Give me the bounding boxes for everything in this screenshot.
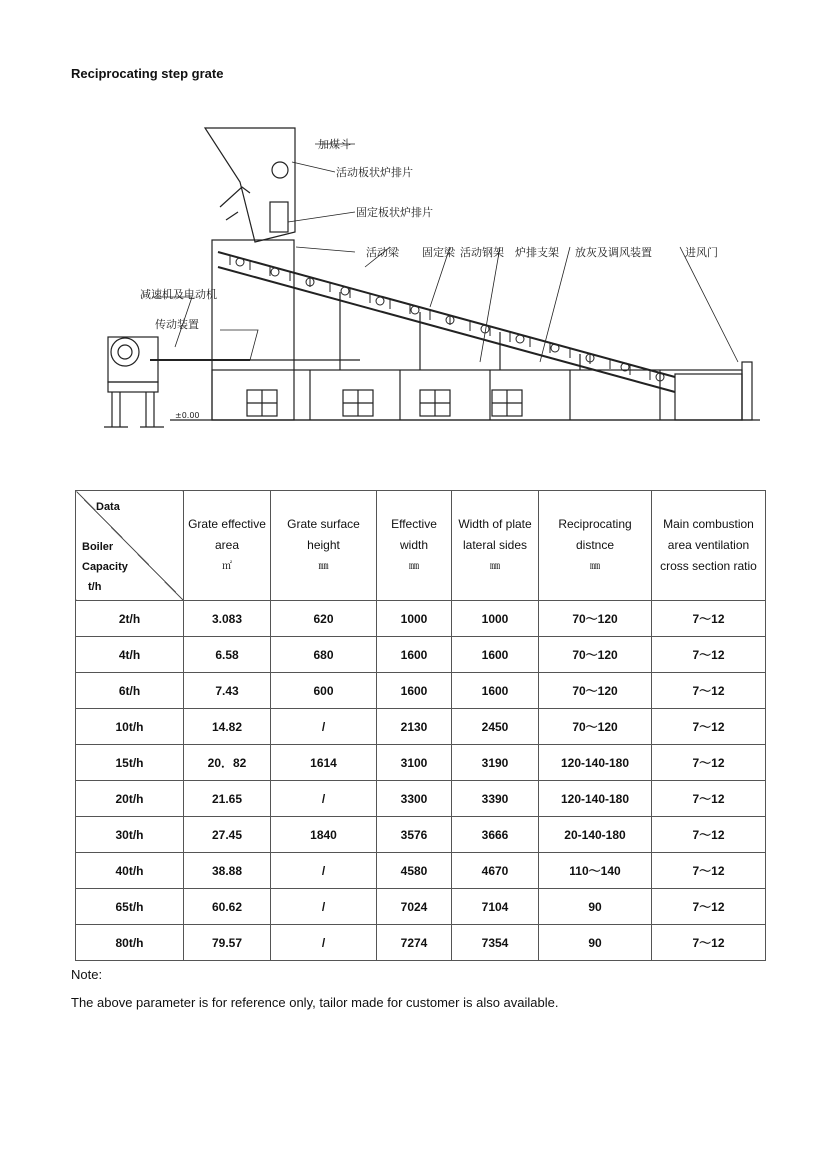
table-cell: 1000 bbox=[452, 601, 539, 637]
table-row bbox=[76, 745, 766, 781]
table-cell: 680 bbox=[271, 637, 377, 673]
table-cell-capacity: 20t/h bbox=[76, 781, 184, 817]
table-cell-capacity: 30t/h bbox=[76, 817, 184, 853]
table-cell: 70～120 bbox=[539, 709, 652, 745]
hopper-shape bbox=[205, 128, 295, 242]
table-cell: / bbox=[271, 925, 377, 961]
table-cell: 70～120 bbox=[539, 637, 652, 673]
table-cell: 20-140-180 bbox=[539, 817, 652, 853]
table-cell: 90 bbox=[539, 925, 652, 961]
corner-boiler: Boiler bbox=[82, 541, 114, 553]
corner-unit: t/h bbox=[88, 581, 102, 593]
grate-drawing bbox=[100, 122, 770, 457]
table-row bbox=[76, 925, 766, 961]
table-cell: 120-140-180 bbox=[539, 745, 652, 781]
table-row bbox=[76, 637, 766, 673]
header-surface-height: Grate surface height ㎜ bbox=[271, 491, 377, 601]
table-cell: 7～12 bbox=[652, 709, 766, 745]
table-cell: 7～12 bbox=[652, 601, 766, 637]
table-cell: / bbox=[271, 853, 377, 889]
table-cell: 7～12 bbox=[652, 925, 766, 961]
table-cell: 3100 bbox=[377, 745, 452, 781]
label-fixed-beam: 固定梁 bbox=[422, 246, 455, 259]
table-cell: 70～120 bbox=[539, 601, 652, 637]
label-fixed-plate: 固定板状炉排片 bbox=[356, 206, 433, 219]
table-cell: 3300 bbox=[377, 781, 452, 817]
table-cell: 79.57 bbox=[184, 925, 271, 961]
table-cell: 6.58 bbox=[184, 637, 271, 673]
table-cell: 7.43 bbox=[184, 673, 271, 709]
label-hopper: 加煤斗 bbox=[318, 138, 351, 151]
table-cell-capacity: 10t/h bbox=[76, 709, 184, 745]
label-reducer-motor: 减速机及电动机 bbox=[140, 288, 217, 301]
table-cell: 7～12 bbox=[652, 673, 766, 709]
table-cell: 620 bbox=[271, 601, 377, 637]
table-cell: 4670 bbox=[452, 853, 539, 889]
note-label: Note: bbox=[71, 967, 103, 982]
header-reciprocating: Reciprocating distnce ㎜ bbox=[539, 491, 652, 601]
table-cell: 7～12 bbox=[652, 745, 766, 781]
table-cell-capacity: 2t/h bbox=[76, 601, 184, 637]
table-cell: 120-140-180 bbox=[539, 781, 652, 817]
page-title: Reciprocating step grate bbox=[71, 66, 224, 81]
table-cell: 7024 bbox=[377, 889, 452, 925]
table-cell: 90 bbox=[539, 889, 652, 925]
table-cell: 7～12 bbox=[652, 817, 766, 853]
table-body bbox=[76, 601, 766, 961]
label-grate-support: 炉排支架 bbox=[515, 246, 559, 259]
table-cell: 1600 bbox=[377, 673, 452, 709]
label-air-inlet: 进风门 bbox=[685, 246, 718, 259]
table-cell-capacity: 4t/h bbox=[76, 637, 184, 673]
note-text: The above parameter is for reference only, tailor made for customer is also available. bbox=[71, 995, 559, 1010]
spec-table bbox=[75, 490, 766, 961]
table-cell: 3.083 bbox=[184, 601, 271, 637]
table-cell: 27.45 bbox=[184, 817, 271, 853]
table-cell: 110～140 bbox=[539, 853, 652, 889]
table-row bbox=[76, 853, 766, 889]
table-row bbox=[76, 889, 766, 925]
table-cell: 7274 bbox=[377, 925, 452, 961]
table-cell: 3190 bbox=[452, 745, 539, 781]
table-row bbox=[76, 817, 766, 853]
corner-data-label: Data bbox=[96, 501, 120, 513]
table-cell: 1000 bbox=[377, 601, 452, 637]
table-cell: / bbox=[271, 889, 377, 925]
table-cell-capacity: 80t/h bbox=[76, 925, 184, 961]
table-cell-capacity: 15t/h bbox=[76, 745, 184, 781]
header-ventilation-ratio: Main combustion area ventilation cross section ratio bbox=[652, 491, 766, 601]
table-cell: 7～12 bbox=[652, 889, 766, 925]
table-cell: 1614 bbox=[271, 745, 377, 781]
header-effective-width: Effective width ㎜ bbox=[377, 491, 452, 601]
table-cell: 7354 bbox=[452, 925, 539, 961]
table-row bbox=[76, 601, 766, 637]
label-moving-ramp: 活动钢架 bbox=[460, 246, 504, 259]
table-cell: 2450 bbox=[452, 709, 539, 745]
label-transmission: 传动装置 bbox=[155, 318, 199, 331]
table-row bbox=[76, 709, 766, 745]
table-cell-capacity: 65t/h bbox=[76, 889, 184, 925]
table-cell: 2130 bbox=[377, 709, 452, 745]
table-cell-capacity: 40t/h bbox=[76, 853, 184, 889]
label-ash-damper: 放灰及调风装置 bbox=[575, 246, 652, 259]
label-moving-beam: 活动梁 bbox=[366, 246, 399, 259]
table-corner-cell bbox=[76, 491, 184, 601]
table-cell: 1600 bbox=[452, 637, 539, 673]
table-row bbox=[76, 673, 766, 709]
grate-drawing-svg bbox=[100, 122, 770, 457]
table-cell: 70～120 bbox=[539, 673, 652, 709]
table-cell: 7～12 bbox=[652, 637, 766, 673]
table-row bbox=[76, 781, 766, 817]
table-cell: 3390 bbox=[452, 781, 539, 817]
table-cell: / bbox=[271, 709, 377, 745]
table-cell: 20．82 bbox=[184, 745, 271, 781]
label-moving-plate: 活动板状炉排片 bbox=[336, 166, 413, 179]
table-cell: 3576 bbox=[377, 817, 452, 853]
label-level-mark: ±0.00 bbox=[175, 411, 200, 420]
table-cell: 14.82 bbox=[184, 709, 271, 745]
table-cell: 38.88 bbox=[184, 853, 271, 889]
table-cell: / bbox=[271, 781, 377, 817]
table-header-row bbox=[76, 491, 766, 601]
table-cell-capacity: 6t/h bbox=[76, 673, 184, 709]
corner-capacity: Capacity bbox=[82, 561, 128, 573]
table-cell: 60.62 bbox=[184, 889, 271, 925]
table-cell: 1840 bbox=[271, 817, 377, 853]
table-cell: 7～12 bbox=[652, 853, 766, 889]
table-cell: 7～12 bbox=[652, 781, 766, 817]
table-cell: 3666 bbox=[452, 817, 539, 853]
table-cell: 1600 bbox=[452, 673, 539, 709]
header-grate-area: Grate effective area ㎡ bbox=[184, 491, 271, 601]
table-cell: 7104 bbox=[452, 889, 539, 925]
table-cell: 1600 bbox=[377, 637, 452, 673]
table-cell: 4580 bbox=[377, 853, 452, 889]
corner-boiler-label bbox=[82, 537, 128, 597]
table-cell: 600 bbox=[271, 673, 377, 709]
header-plate-width: Width of plate lateral sides ㎜ bbox=[452, 491, 539, 601]
table-cell: 21.65 bbox=[184, 781, 271, 817]
